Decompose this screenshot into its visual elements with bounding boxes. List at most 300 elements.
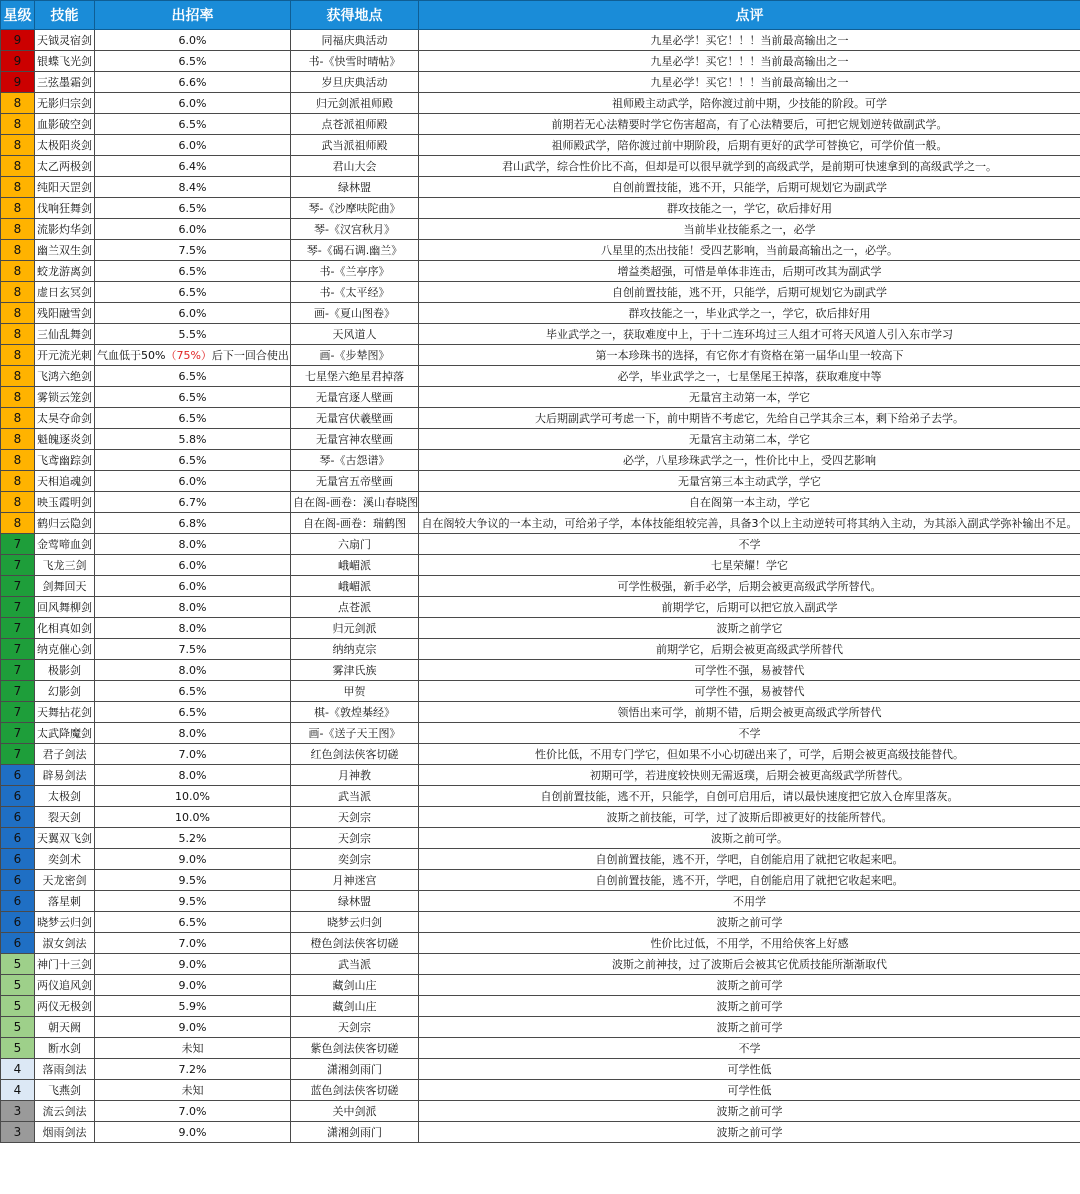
rate-cell: 6.5% <box>95 114 291 135</box>
comment-cell: 无量宫第三本主动武学，学它 <box>419 471 1080 492</box>
header-comment: 点评 <box>419 1 1080 30</box>
skill-name-cell: 化相真如剑 <box>35 618 95 639</box>
comment-cell: 自在阁第一本主动，学它 <box>419 492 1080 513</box>
location-cell: 自在阁-画卷：瑞鹤图 <box>291 513 419 534</box>
header-rate: 出招率 <box>95 1 291 30</box>
comment-cell: 第一本珍珠书的选择，有它你才有资格在第一届华山里一较高下 <box>419 345 1080 366</box>
star-level-cell: 5 <box>1 996 35 1017</box>
skill-name-cell: 奕剑术 <box>35 849 95 870</box>
star-level-cell: 6 <box>1 765 35 786</box>
skill-name-cell: 飞燕剑 <box>35 1080 95 1101</box>
skill-name-cell: 幻影剑 <box>35 681 95 702</box>
star-level-cell: 8 <box>1 114 35 135</box>
rate-cell: 8.0% <box>95 618 291 639</box>
star-level-cell: 7 <box>1 618 35 639</box>
rate-cell: 6.5% <box>95 681 291 702</box>
star-level-cell: 8 <box>1 156 35 177</box>
table-row <box>1 30 1080 51</box>
skill-name-cell: 鹤归云隐剑 <box>35 513 95 534</box>
comment-cell: 波斯之前可学。 <box>419 828 1080 849</box>
table-row <box>1 114 1080 135</box>
rate-cell: 6.5% <box>95 261 291 282</box>
rate-cell: 8.0% <box>95 765 291 786</box>
location-cell: 月神迷宫 <box>291 870 419 891</box>
location-cell: 绿林盟 <box>291 891 419 912</box>
location-cell: 同福庆典活动 <box>291 30 419 51</box>
skill-name-cell: 纯阳天罡剑 <box>35 177 95 198</box>
skill-name-cell: 晓梦云归剑 <box>35 912 95 933</box>
skill-name-cell: 太极剑 <box>35 786 95 807</box>
table-row <box>1 198 1080 219</box>
rate-cell: 6.6% <box>95 72 291 93</box>
table-row <box>1 765 1080 786</box>
location-cell: 画-《步辇图》 <box>291 345 419 366</box>
table-row <box>1 387 1080 408</box>
rate-cell: 5.8% <box>95 429 291 450</box>
rate-tail-text: 后下一回合使出 <box>211 349 289 362</box>
location-cell: 晓梦云归剑 <box>291 912 419 933</box>
comment-cell: 初期可学，若进度较快则无需返璞，后期会被更高级武学所替代。 <box>419 765 1080 786</box>
comment-cell: 大后期副武学可考虑一下，前中期皆不考虑它，先给自己学其余三本，剩下给弟子去学。 <box>419 408 1080 429</box>
table-row <box>1 1080 1080 1101</box>
table-row <box>1 429 1080 450</box>
location-cell: 点苍派 <box>291 597 419 618</box>
skill-name-cell: 血影破空剑 <box>35 114 95 135</box>
table-row <box>1 849 1080 870</box>
comment-cell: 毕业武学之一，获取难度中上，于十二连环坞过三人组才可将天风道人引入东市学习 <box>419 324 1080 345</box>
comment-cell: 增益类超强，可惜是单体非连击，后期可改其为副武学 <box>419 261 1080 282</box>
location-cell: 琴-《沙摩呋陀曲》 <box>291 198 419 219</box>
table-row <box>1 240 1080 261</box>
comment-cell: 自创前置技能，逃不开，只能学，后期可规划它为副武学 <box>419 177 1080 198</box>
comment-cell: 无量宫主动第一本，学它 <box>419 387 1080 408</box>
star-level-cell: 8 <box>1 240 35 261</box>
location-cell: 无量宫逐人壁画 <box>291 387 419 408</box>
skill-name-cell: 虚日玄冥剑 <box>35 282 95 303</box>
rate-cell: 7.0% <box>95 744 291 765</box>
comment-cell: 可学性不强，易被替代 <box>419 681 1080 702</box>
table-row <box>1 1059 1080 1080</box>
skill-name-cell: 淑女剑法 <box>35 933 95 954</box>
rate-cell: 6.5% <box>95 450 291 471</box>
rate-cell: 8.0% <box>95 534 291 555</box>
location-cell: 棋-《敦煌棊经》 <box>291 702 419 723</box>
rate-cell: 6.0% <box>95 135 291 156</box>
table-row <box>1 639 1080 660</box>
star-level-cell: 7 <box>1 744 35 765</box>
star-level-cell: 5 <box>1 975 35 996</box>
table-row <box>1 534 1080 555</box>
table-row <box>1 303 1080 324</box>
location-cell: 潇湘剑雨门 <box>291 1122 419 1143</box>
location-cell: 甲贺 <box>291 681 419 702</box>
rate-cell: 6.5% <box>95 408 291 429</box>
star-level-cell: 8 <box>1 408 35 429</box>
table-row <box>1 450 1080 471</box>
location-cell: 君山大会 <box>291 156 419 177</box>
comment-cell: 群攻技能之一，毕业武学之一，学它，砍后排好用 <box>419 303 1080 324</box>
location-cell: 岁旦庆典活动 <box>291 72 419 93</box>
location-cell: 琴-《碣石调.幽兰》 <box>291 240 419 261</box>
star-level-cell: 8 <box>1 387 35 408</box>
star-level-cell: 5 <box>1 1038 35 1059</box>
location-cell: 红色剑法侠客切磋 <box>291 744 419 765</box>
comment-cell: 九星必学！买它！！！当前最高输出之一 <box>419 51 1080 72</box>
comment-cell: 可学性极强，新手必学，后期会被更高级武学所替代。 <box>419 576 1080 597</box>
skill-name-cell: 辟易剑法 <box>35 765 95 786</box>
rate-cell: 6.5% <box>95 198 291 219</box>
star-level-cell: 8 <box>1 429 35 450</box>
skill-name-cell: 飞鸿六绝剑 <box>35 366 95 387</box>
rate-cell: 未知 <box>95 1038 291 1059</box>
rate-cell: 6.0% <box>95 555 291 576</box>
rate-cell: 8.0% <box>95 597 291 618</box>
comment-cell: 波斯之前神技，过了波斯后会被其它优质技能所渐渐取代 <box>419 954 1080 975</box>
star-level-cell: 9 <box>1 30 35 51</box>
location-cell: 书-《兰亭序》 <box>291 261 419 282</box>
location-cell: 奕剑宗 <box>291 849 419 870</box>
table-row <box>1 408 1080 429</box>
skill-name-cell: 君子剑法 <box>35 744 95 765</box>
location-cell: 琴-《汉宫秋月》 <box>291 219 419 240</box>
table-row <box>1 156 1080 177</box>
table-row <box>1 345 1080 366</box>
location-cell: 琴-《古怨谱》 <box>291 450 419 471</box>
skill-name-cell: 天舞拈花剑 <box>35 702 95 723</box>
star-level-cell: 8 <box>1 324 35 345</box>
star-level-cell: 6 <box>1 828 35 849</box>
skill-name-cell: 两仪追风剑 <box>35 975 95 996</box>
table-row <box>1 996 1080 1017</box>
star-level-cell: 8 <box>1 219 35 240</box>
comment-cell: 君山武学，综合性价比不高，但却是可以很早就学到的高级武学，是前期可快速拿到的高级武学之一。 <box>419 156 1080 177</box>
rate-cell: 6.0% <box>95 303 291 324</box>
comment-cell: 领悟出来可学，前期不错，后期会被更高级武学所替代 <box>419 702 1080 723</box>
comment-cell: 九星必学！买它！！！当前最高输出之一 <box>419 72 1080 93</box>
rate-cell: 6.7% <box>95 492 291 513</box>
rate-condition-text: 气血低于50% <box>97 349 166 362</box>
location-cell: 橙色剑法侠客切磋 <box>291 933 419 954</box>
skill-name-cell: 映玉霞明剑 <box>35 492 95 513</box>
star-level-cell: 8 <box>1 513 35 534</box>
location-cell: 武当派 <box>291 786 419 807</box>
rate-cell: 5.9% <box>95 996 291 1017</box>
skill-name-cell: 飞鸢幽踪剑 <box>35 450 95 471</box>
skill-name-cell: 落星刺 <box>35 891 95 912</box>
table-row <box>1 681 1080 702</box>
rate-cell: 10.0% <box>95 786 291 807</box>
location-cell: 峨嵋派 <box>291 555 419 576</box>
location-cell: 天剑宗 <box>291 1017 419 1038</box>
comment-cell: 波斯之前可学 <box>419 1122 1080 1143</box>
skill-name-cell: 回风舞柳剑 <box>35 597 95 618</box>
skill-name-cell: 太极阳炎剑 <box>35 135 95 156</box>
skill-name-cell: 剑舞回天 <box>35 576 95 597</box>
location-cell: 七星堡六绝星君掉落 <box>291 366 419 387</box>
star-level-cell: 8 <box>1 93 35 114</box>
star-level-cell: 7 <box>1 681 35 702</box>
comment-cell: 群攻技能之一，学它，砍后排好用 <box>419 198 1080 219</box>
skill-name-cell: 纳克催心剑 <box>35 639 95 660</box>
rate-cell: 6.0% <box>95 93 291 114</box>
skill-name-cell: 天翼双飞剑 <box>35 828 95 849</box>
skill-name-cell: 烟雨剑法 <box>35 1122 95 1143</box>
table-row <box>1 954 1080 975</box>
skill-name-cell: 天钺灵宿剑 <box>35 30 95 51</box>
location-cell: 天剑宗 <box>291 807 419 828</box>
comment-cell: 前期学它，后期可以把它放入副武学 <box>419 597 1080 618</box>
location-cell: 书-《快雪时晴帖》 <box>291 51 419 72</box>
rate-cell: 6.0% <box>95 219 291 240</box>
rate-cell <box>95 345 291 366</box>
skill-name-cell: 天相追魂剑 <box>35 471 95 492</box>
location-cell: 武当派 <box>291 954 419 975</box>
comment-cell: 波斯之前可学 <box>419 975 1080 996</box>
table-row <box>1 912 1080 933</box>
location-cell: 无量宫神农壁画 <box>291 429 419 450</box>
table-row <box>1 513 1080 534</box>
rate-cell: 未知 <box>95 1080 291 1101</box>
rate-cell: 7.5% <box>95 639 291 660</box>
comment-cell: 不用学 <box>419 891 1080 912</box>
skill-name-cell: 开元流光刺 <box>35 345 95 366</box>
rate-cell: 9.0% <box>95 1122 291 1143</box>
table-row <box>1 51 1080 72</box>
rate-cell: 10.0% <box>95 807 291 828</box>
rate-cell: 6.5% <box>95 51 291 72</box>
star-level-cell: 8 <box>1 366 35 387</box>
skill-name-cell: 天龙密剑 <box>35 870 95 891</box>
skill-name-cell: 极影剑 <box>35 660 95 681</box>
comment-cell: 前期学它，后期会被更高级武学所替代 <box>419 639 1080 660</box>
star-level-cell: 9 <box>1 51 35 72</box>
star-level-cell: 8 <box>1 261 35 282</box>
comment-cell: 必学，毕业武学之一，七星堡尾王掉落，获取难度中等 <box>419 366 1080 387</box>
table-row <box>1 135 1080 156</box>
star-level-cell: 4 <box>1 1080 35 1101</box>
skill-name-cell: 朝天阙 <box>35 1017 95 1038</box>
star-level-cell: 8 <box>1 198 35 219</box>
star-level-cell: 6 <box>1 891 35 912</box>
comment-cell: 祖师殿主动武学，陪你渡过前中期，少技能的阶段。可学 <box>419 93 1080 114</box>
star-level-cell: 6 <box>1 933 35 954</box>
skill-name-cell: 飞龙三剑 <box>35 555 95 576</box>
table-row <box>1 366 1080 387</box>
comment-cell: 当前毕业技能系之一，必学 <box>419 219 1080 240</box>
rate-cell: 6.5% <box>95 912 291 933</box>
location-cell: 峨嵋派 <box>291 576 419 597</box>
comment-cell: 可学性低 <box>419 1059 1080 1080</box>
rate-cell: 6.5% <box>95 366 291 387</box>
rate-highlight-text: （75%） <box>165 349 212 362</box>
location-cell: 潇湘剑雨门 <box>291 1059 419 1080</box>
skill-name-cell: 裂天剑 <box>35 807 95 828</box>
location-cell: 天剑宗 <box>291 828 419 849</box>
table-row <box>1 786 1080 807</box>
star-level-cell: 8 <box>1 177 35 198</box>
skill-name-cell: 幽兰双生剑 <box>35 240 95 261</box>
rate-cell: 9.5% <box>95 870 291 891</box>
star-level-cell: 8 <box>1 303 35 324</box>
location-cell: 藏剑山庄 <box>291 996 419 1017</box>
table-row <box>1 660 1080 681</box>
table-row <box>1 219 1080 240</box>
star-level-cell: 7 <box>1 702 35 723</box>
skill-name-cell: 落雨剑法 <box>35 1059 95 1080</box>
star-level-cell: 8 <box>1 450 35 471</box>
rate-cell: 8.0% <box>95 723 291 744</box>
star-level-cell: 7 <box>1 723 35 744</box>
comment-cell: 无量宫主动第二本，学它 <box>419 429 1080 450</box>
star-level-cell: 6 <box>1 807 35 828</box>
star-level-cell: 5 <box>1 954 35 975</box>
skill-name-cell: 银蝶飞光剑 <box>35 51 95 72</box>
location-cell: 六扇门 <box>291 534 419 555</box>
comment-cell: 八星里的杰出技能！受四艺影响，当前最高输出之一，必学。 <box>419 240 1080 261</box>
location-cell: 归元剑派祖师殿 <box>291 93 419 114</box>
table-row <box>1 1122 1080 1143</box>
rate-cell: 8.4% <box>95 177 291 198</box>
comment-cell: 前期若无心法精要时学它伤害超高，有了心法精要后，可把它规划逆转做副武学。 <box>419 114 1080 135</box>
location-cell: 紫色剑法侠客切磋 <box>291 1038 419 1059</box>
table-row <box>1 828 1080 849</box>
comment-cell: 性价比低，不用专门学它，但如果不小心切磋出来了，可学，后期会被更高级技能替代。 <box>419 744 1080 765</box>
rate-cell: 6.0% <box>95 30 291 51</box>
location-cell: 月神教 <box>291 765 419 786</box>
location-cell: 雾津氏族 <box>291 660 419 681</box>
rate-cell: 6.5% <box>95 702 291 723</box>
table-row <box>1 492 1080 513</box>
comment-cell: 不学 <box>419 534 1080 555</box>
skill-name-cell: 蛟龙游离剑 <box>35 261 95 282</box>
table-body <box>1 30 1080 1143</box>
skill-name-cell: 流影灼华剑 <box>35 219 95 240</box>
table-row <box>1 807 1080 828</box>
rate-cell: 7.2% <box>95 1059 291 1080</box>
location-cell: 自在阁-画卷：溪山春晓图 <box>291 492 419 513</box>
table-row <box>1 93 1080 114</box>
rate-cell: 5.5% <box>95 324 291 345</box>
location-cell: 纳纳克宗 <box>291 639 419 660</box>
header-star: 星级 <box>1 1 35 30</box>
rate-cell: 7.5% <box>95 240 291 261</box>
table-row <box>1 576 1080 597</box>
table-row <box>1 72 1080 93</box>
rate-cell: 6.4% <box>95 156 291 177</box>
star-level-cell: 3 <box>1 1122 35 1143</box>
skill-name-cell: 断水剑 <box>35 1038 95 1059</box>
star-level-cell: 7 <box>1 576 35 597</box>
table-row <box>1 1101 1080 1122</box>
header-row <box>1 1 1080 30</box>
skill-name-cell: 无影归宗剑 <box>35 93 95 114</box>
table-row <box>1 471 1080 492</box>
location-cell: 蓝色剑法侠客切磋 <box>291 1080 419 1101</box>
rate-cell: 9.0% <box>95 975 291 996</box>
skill-name-cell: 太武降魔剑 <box>35 723 95 744</box>
rate-cell: 9.0% <box>95 1017 291 1038</box>
table-row <box>1 702 1080 723</box>
table-row <box>1 891 1080 912</box>
rate-cell: 6.8% <box>95 513 291 534</box>
location-cell: 画-《夏山图卷》 <box>291 303 419 324</box>
comment-cell: 七星荣耀！学它 <box>419 555 1080 576</box>
location-cell: 书-《太平经》 <box>291 282 419 303</box>
rate-cell: 7.0% <box>95 933 291 954</box>
table-row <box>1 1017 1080 1038</box>
location-cell: 天风道人 <box>291 324 419 345</box>
table-row <box>1 933 1080 954</box>
rate-cell: 8.0% <box>95 660 291 681</box>
comment-cell: 祖师殿武学，陪你渡过前中期阶段，后期有更好的武学可替换它，可学价值一般。 <box>419 135 1080 156</box>
skill-name-cell: 太昊夺命剑 <box>35 408 95 429</box>
skill-name-cell: 两仪无极剑 <box>35 996 95 1017</box>
star-level-cell: 8 <box>1 345 35 366</box>
location-cell: 归元剑派 <box>291 618 419 639</box>
star-level-cell: 4 <box>1 1059 35 1080</box>
rate-cell: 9.0% <box>95 954 291 975</box>
location-cell: 藏剑山庄 <box>291 975 419 996</box>
star-level-cell: 6 <box>1 870 35 891</box>
rate-cell: 7.0% <box>95 1101 291 1122</box>
table-row <box>1 597 1080 618</box>
star-level-cell: 6 <box>1 912 35 933</box>
star-level-cell: 6 <box>1 786 35 807</box>
skill-name-cell: 神门十三剑 <box>35 954 95 975</box>
skill-name-cell: 雾锁云笼剑 <box>35 387 95 408</box>
comment-cell: 波斯之前可学 <box>419 912 1080 933</box>
table-row <box>1 975 1080 996</box>
comment-cell: 可学性低 <box>419 1080 1080 1101</box>
comment-cell: 性价比过低，不用学，不用给侠客上好感 <box>419 933 1080 954</box>
comment-cell: 九星必学！买它！！！当前最高输出之一 <box>419 30 1080 51</box>
star-level-cell: 7 <box>1 660 35 681</box>
skill-name-cell: 流云剑法 <box>35 1101 95 1122</box>
star-level-cell: 8 <box>1 492 35 513</box>
location-cell: 画-《送子天王图》 <box>291 723 419 744</box>
star-level-cell: 7 <box>1 534 35 555</box>
comment-cell: 波斯之前技能，可学，过了波斯后即被更好的技能所替代。 <box>419 807 1080 828</box>
table-row <box>1 744 1080 765</box>
star-level-cell: 7 <box>1 597 35 618</box>
rate-cell: 6.5% <box>95 282 291 303</box>
skill-name-cell: 伐响狂舞剑 <box>35 198 95 219</box>
table-row <box>1 723 1080 744</box>
header-skill: 技能 <box>35 1 95 30</box>
star-level-cell: 7 <box>1 639 35 660</box>
location-cell: 武当派祖师殿 <box>291 135 419 156</box>
table-row <box>1 1038 1080 1059</box>
star-level-cell: 6 <box>1 849 35 870</box>
star-level-cell: 3 <box>1 1101 35 1122</box>
skill-name-cell: 三弦墨霜剑 <box>35 72 95 93</box>
location-cell: 无量宫五帝壁画 <box>291 471 419 492</box>
comment-cell: 不学 <box>419 1038 1080 1059</box>
comment-cell: 自在阁较大争议的一本主动，可给弟子学，本体技能组较完善，具备3个以上主动逆转可将其纳入主动，为其添入副武学弥补输出不足。 <box>419 513 1080 534</box>
star-level-cell: 8 <box>1 282 35 303</box>
star-level-cell: 8 <box>1 471 35 492</box>
star-level-cell: 8 <box>1 135 35 156</box>
rate-cell: 5.2% <box>95 828 291 849</box>
skill-name-cell: 金莺啼血剑 <box>35 534 95 555</box>
table-row <box>1 324 1080 345</box>
table-row <box>1 555 1080 576</box>
table-row <box>1 261 1080 282</box>
rate-cell: 6.0% <box>95 471 291 492</box>
skill-name-cell: 残阳融雪剑 <box>35 303 95 324</box>
comment-cell: 自创前置技能，逃不开，学吧，自创能启用了就把它收起来吧。 <box>419 870 1080 891</box>
rate-cell: 9.5% <box>95 891 291 912</box>
